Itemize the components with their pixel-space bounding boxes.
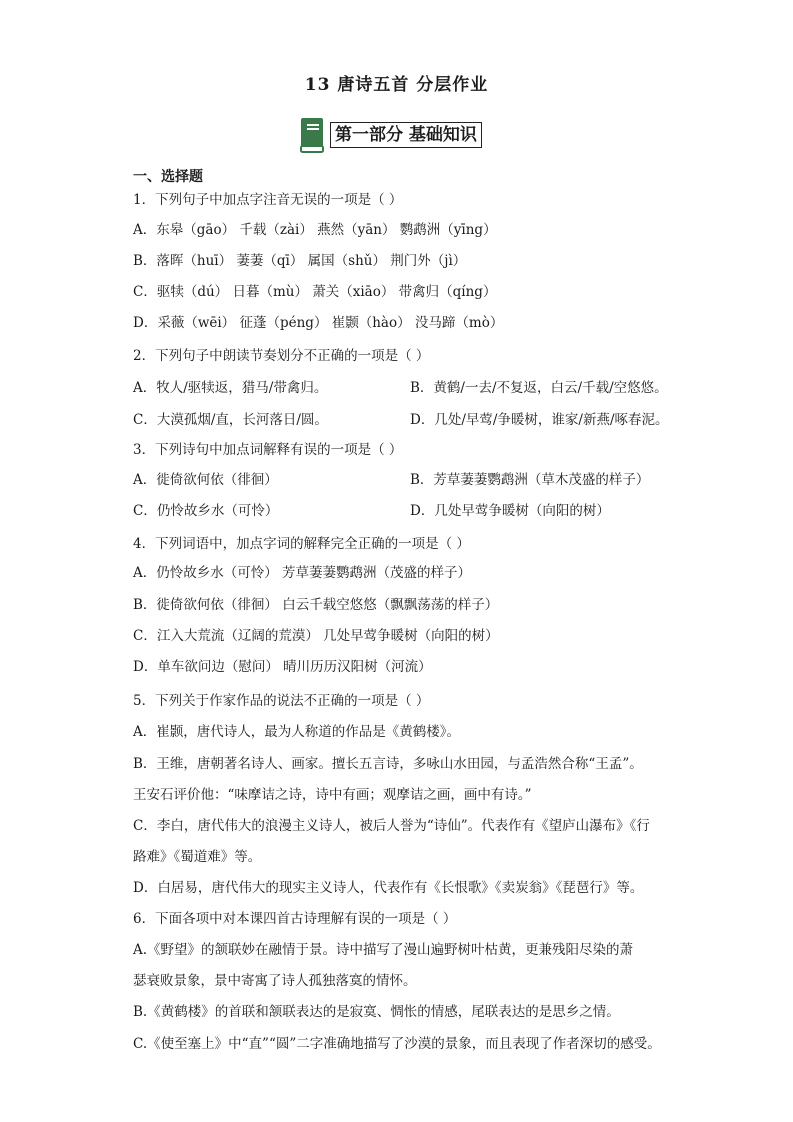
question-6-option-a-line1: A.《野望》的颔联妙在融情于景。诗中描写了漫山遍野树叶枯黄，更兼残阳尽染的萧 [133,942,634,958]
question-1-stem: 1．下列句子中加点字注音无误的一项是（ ） [133,192,403,208]
question-1-option-a: A．东皋（gāo） 千载（zài） 燕然（yān） 鹦鹉洲（yīng） [133,222,497,238]
question-5-option-b-line2: 王安石评价他：“味摩诘之诗，诗中有画；观摩诘之画，画中有诗。” [133,787,532,803]
question-2-stem: 2．下列句子中朗读节奏划分不正确的一项是（ ） [133,348,430,364]
part-heading [298,115,482,155]
question-5-option-a: A．崔颢，唐代诗人，最为人称道的作品是《黄鹤楼》。 [133,724,460,740]
question-5-option-c-line1: C．李白，唐代伟大的浪漫主义诗人，被后人誉为“诗仙”。代表作有《望庐山瀑布》《行 [133,818,650,834]
document-title: 13 唐诗五首 分层作业 [304,75,489,95]
question-2-option-c: C．大漠孤烟/直，长河落日/圆。 [133,412,328,428]
question-2-option-b: B．黄鹤/一去/不复返，白云/千载/空悠悠。 [410,380,668,396]
section-heading: 一、选择题 [133,169,203,185]
question-6-option-c: C.《使至塞上》中“直”“圆”二字准确地描写了沙漠的景象，而且表现了作者深切的感受。 [133,1036,661,1052]
question-5-option-d: D．白居易，唐代伟大的现实主义诗人，代表作有《长恨歌》《卖炭翁》《琵琶行》等。 [133,880,644,896]
question-1-option-b: B．落晖（huī） 萋萋（qī） 属国（shǔ） 荆门外（jì） [133,253,467,269]
question-4-option-b: B．徙倚欲何依（徘徊） 白云千载空悠悠（飘飘荡荡的样子） [133,597,499,613]
question-3-option-d: D．几处早莺争暖树（向阳的树） [410,503,610,519]
question-2-option-a: A．牧人/驱犊返，猎马/带禽归。 [133,380,328,396]
question-4-stem: 4．下列词语中，加点字词的解释完全正确的一项是（ ） [133,536,470,552]
question-6-stem: 6．下面各项中对本课四首古诗理解有误的一项是（ ） [133,911,457,927]
question-1-option-c: C．驱犊（dú） 日暮（mù） 萧关（xiāo） 带禽归（qíng） [133,284,497,300]
question-6-option-b: B.《黄鹤楼》的首联和颔联表达的是寂寞、惆怅的情感，尾联表达的是思乡之情。 [133,1004,620,1020]
question-4-option-d: D．单车欲问边（慰问） 晴川历历汉阳树（河流） [133,659,432,675]
question-5-option-c-line2: 路难》《蜀道难》等。 [133,849,262,865]
question-3-option-a: A．徙倚欲何依（徘徊） [133,472,278,488]
question-3-option-c: C．仍怜故乡水（可怜） [133,503,279,519]
book-icon [298,116,326,154]
question-3-option-b: B．芳草萋萋鹦鹉洲（草木茂盛的样子） [410,472,650,488]
question-4-option-c: C．江入大荒流（辽阔的荒漠） 几处早莺争暖树（向阳的树） [133,628,499,644]
question-3-stem: 3．下列诗句中加点词解释有误的一项是（ ） [133,442,403,458]
question-1-option-d: D．采薇（wēi） 征蓬（péng） 崔颢（hào） 没马蹄（mò） [133,315,504,331]
question-2-option-d: D．几处/早莺/争暖树，谁家/新燕/啄春泥。 [410,412,669,428]
question-4-option-a: A．仍怜故乡水（可怜） 芳草萋萋鹦鹉洲（茂盛的样子） [133,565,472,581]
question-6-option-a-line2: 瑟衰败景象，景中寄寓了诗人孤独落寞的情怀。 [133,973,417,989]
question-5-option-b-line1: B．王维，唐朝著名诗人、画家。擅长五言诗，多咏山水田园，与孟浩然合称“王孟”。 [133,756,643,772]
part-label: 第一部分 基础知识 [330,122,482,148]
question-5-stem: 5．下列关于作家作品的说法不正确的一项是（ ） [133,693,430,709]
